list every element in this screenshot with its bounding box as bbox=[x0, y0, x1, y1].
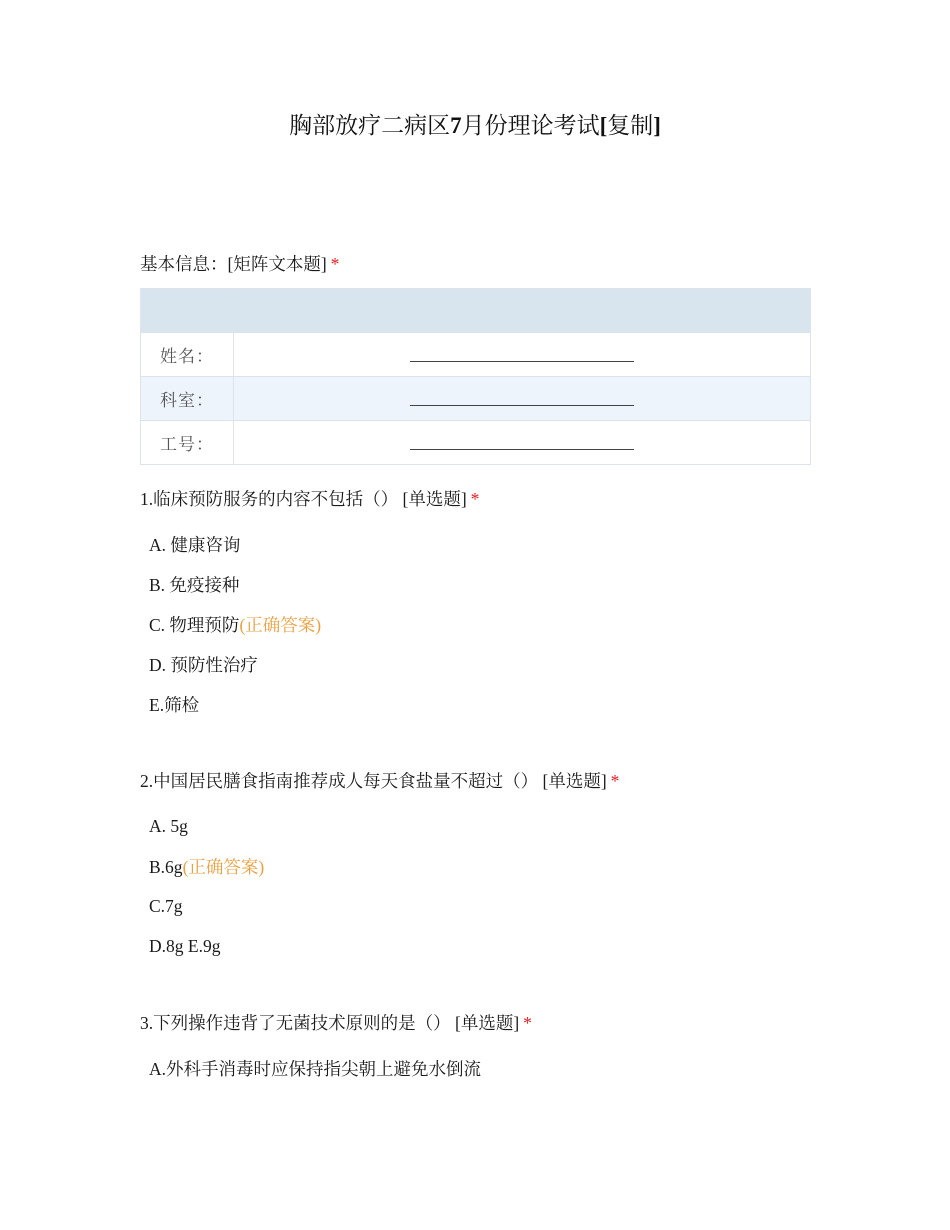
question-title-text: 2.中国居民膳食指南推荐成人每天食盐量不超过（） [单选题] bbox=[140, 771, 607, 791]
basic-info-matrix bbox=[140, 288, 811, 465]
title-month: 7 bbox=[450, 113, 462, 138]
title-bracket-open: [ bbox=[599, 113, 608, 138]
question-3-title bbox=[140, 1011, 532, 1035]
basic-info-label bbox=[140, 252, 339, 276]
question-title-text: 3.下列操作违背了无菌技术原则的是（） [单选题] bbox=[140, 1013, 520, 1033]
required-mark: * bbox=[330, 254, 340, 274]
question-1-title bbox=[140, 487, 479, 511]
question-1-option-a[interactable] bbox=[149, 533, 240, 557]
fill-blank-line bbox=[410, 427, 634, 450]
matrix-header-cell bbox=[234, 289, 811, 333]
option-text: C. 物理预防 bbox=[149, 615, 240, 635]
employee-id-input[interactable] bbox=[234, 421, 811, 465]
matrix-row-label: 科室： bbox=[141, 377, 234, 421]
question-2-option-c[interactable] bbox=[149, 894, 183, 918]
fill-blank-line bbox=[410, 339, 634, 362]
required-mark: * bbox=[610, 771, 620, 791]
matrix-row-label: 姓名： bbox=[141, 333, 234, 377]
matrix-row-department bbox=[141, 377, 811, 421]
option-text: D.8g E.9g bbox=[149, 936, 221, 956]
required-mark: * bbox=[470, 489, 480, 509]
page-title bbox=[0, 110, 950, 142]
department-input[interactable] bbox=[234, 377, 811, 421]
title-text: 胸部放疗二病区 bbox=[289, 113, 451, 138]
basic-info-label-text: 基本信息：[矩阵文本题] bbox=[140, 254, 327, 274]
question-2-option-b[interactable] bbox=[149, 855, 264, 879]
question-3-option-a[interactable] bbox=[149, 1057, 481, 1081]
matrix-row-label: 工号： bbox=[141, 421, 234, 465]
question-1-option-e[interactable] bbox=[149, 693, 199, 717]
matrix-header-row bbox=[141, 289, 811, 333]
title-text-2: 月份理论考试 bbox=[461, 113, 600, 138]
option-text: B. 免疫接种 bbox=[149, 575, 240, 595]
title-bracket-close: ] bbox=[653, 113, 661, 138]
option-text: A.外科手消毒时应保持指尖朝上避免水倒流 bbox=[149, 1059, 482, 1079]
title-copy-tag: 复制 bbox=[607, 113, 654, 138]
option-text: B.6g bbox=[149, 857, 183, 877]
matrix-header-cell bbox=[141, 289, 234, 333]
option-text: D. 预防性治疗 bbox=[149, 655, 258, 675]
name-input[interactable] bbox=[234, 333, 811, 377]
question-title-text: 1.临床预防服务的内容不包括（） [单选题] bbox=[140, 489, 467, 509]
option-text: C.7g bbox=[149, 896, 183, 916]
fill-blank-line bbox=[410, 383, 634, 406]
question-2-title bbox=[140, 769, 619, 793]
required-mark: * bbox=[523, 1013, 532, 1033]
question-2-option-a[interactable] bbox=[149, 814, 188, 838]
correct-answer-tag: (正确答案) bbox=[182, 857, 265, 877]
matrix-row-name bbox=[141, 333, 811, 377]
question-1-option-b[interactable] bbox=[149, 573, 239, 597]
option-text: A. 5g bbox=[149, 816, 188, 836]
question-1-option-d[interactable] bbox=[149, 653, 258, 677]
correct-answer-tag: (正确答案) bbox=[239, 615, 322, 635]
question-1-option-c[interactable] bbox=[149, 613, 321, 637]
option-text: A. 健康咨询 bbox=[149, 535, 241, 555]
option-text: E.筛检 bbox=[149, 695, 200, 715]
question-2-option-d[interactable] bbox=[149, 934, 220, 958]
matrix-row-employee-id bbox=[141, 421, 811, 465]
